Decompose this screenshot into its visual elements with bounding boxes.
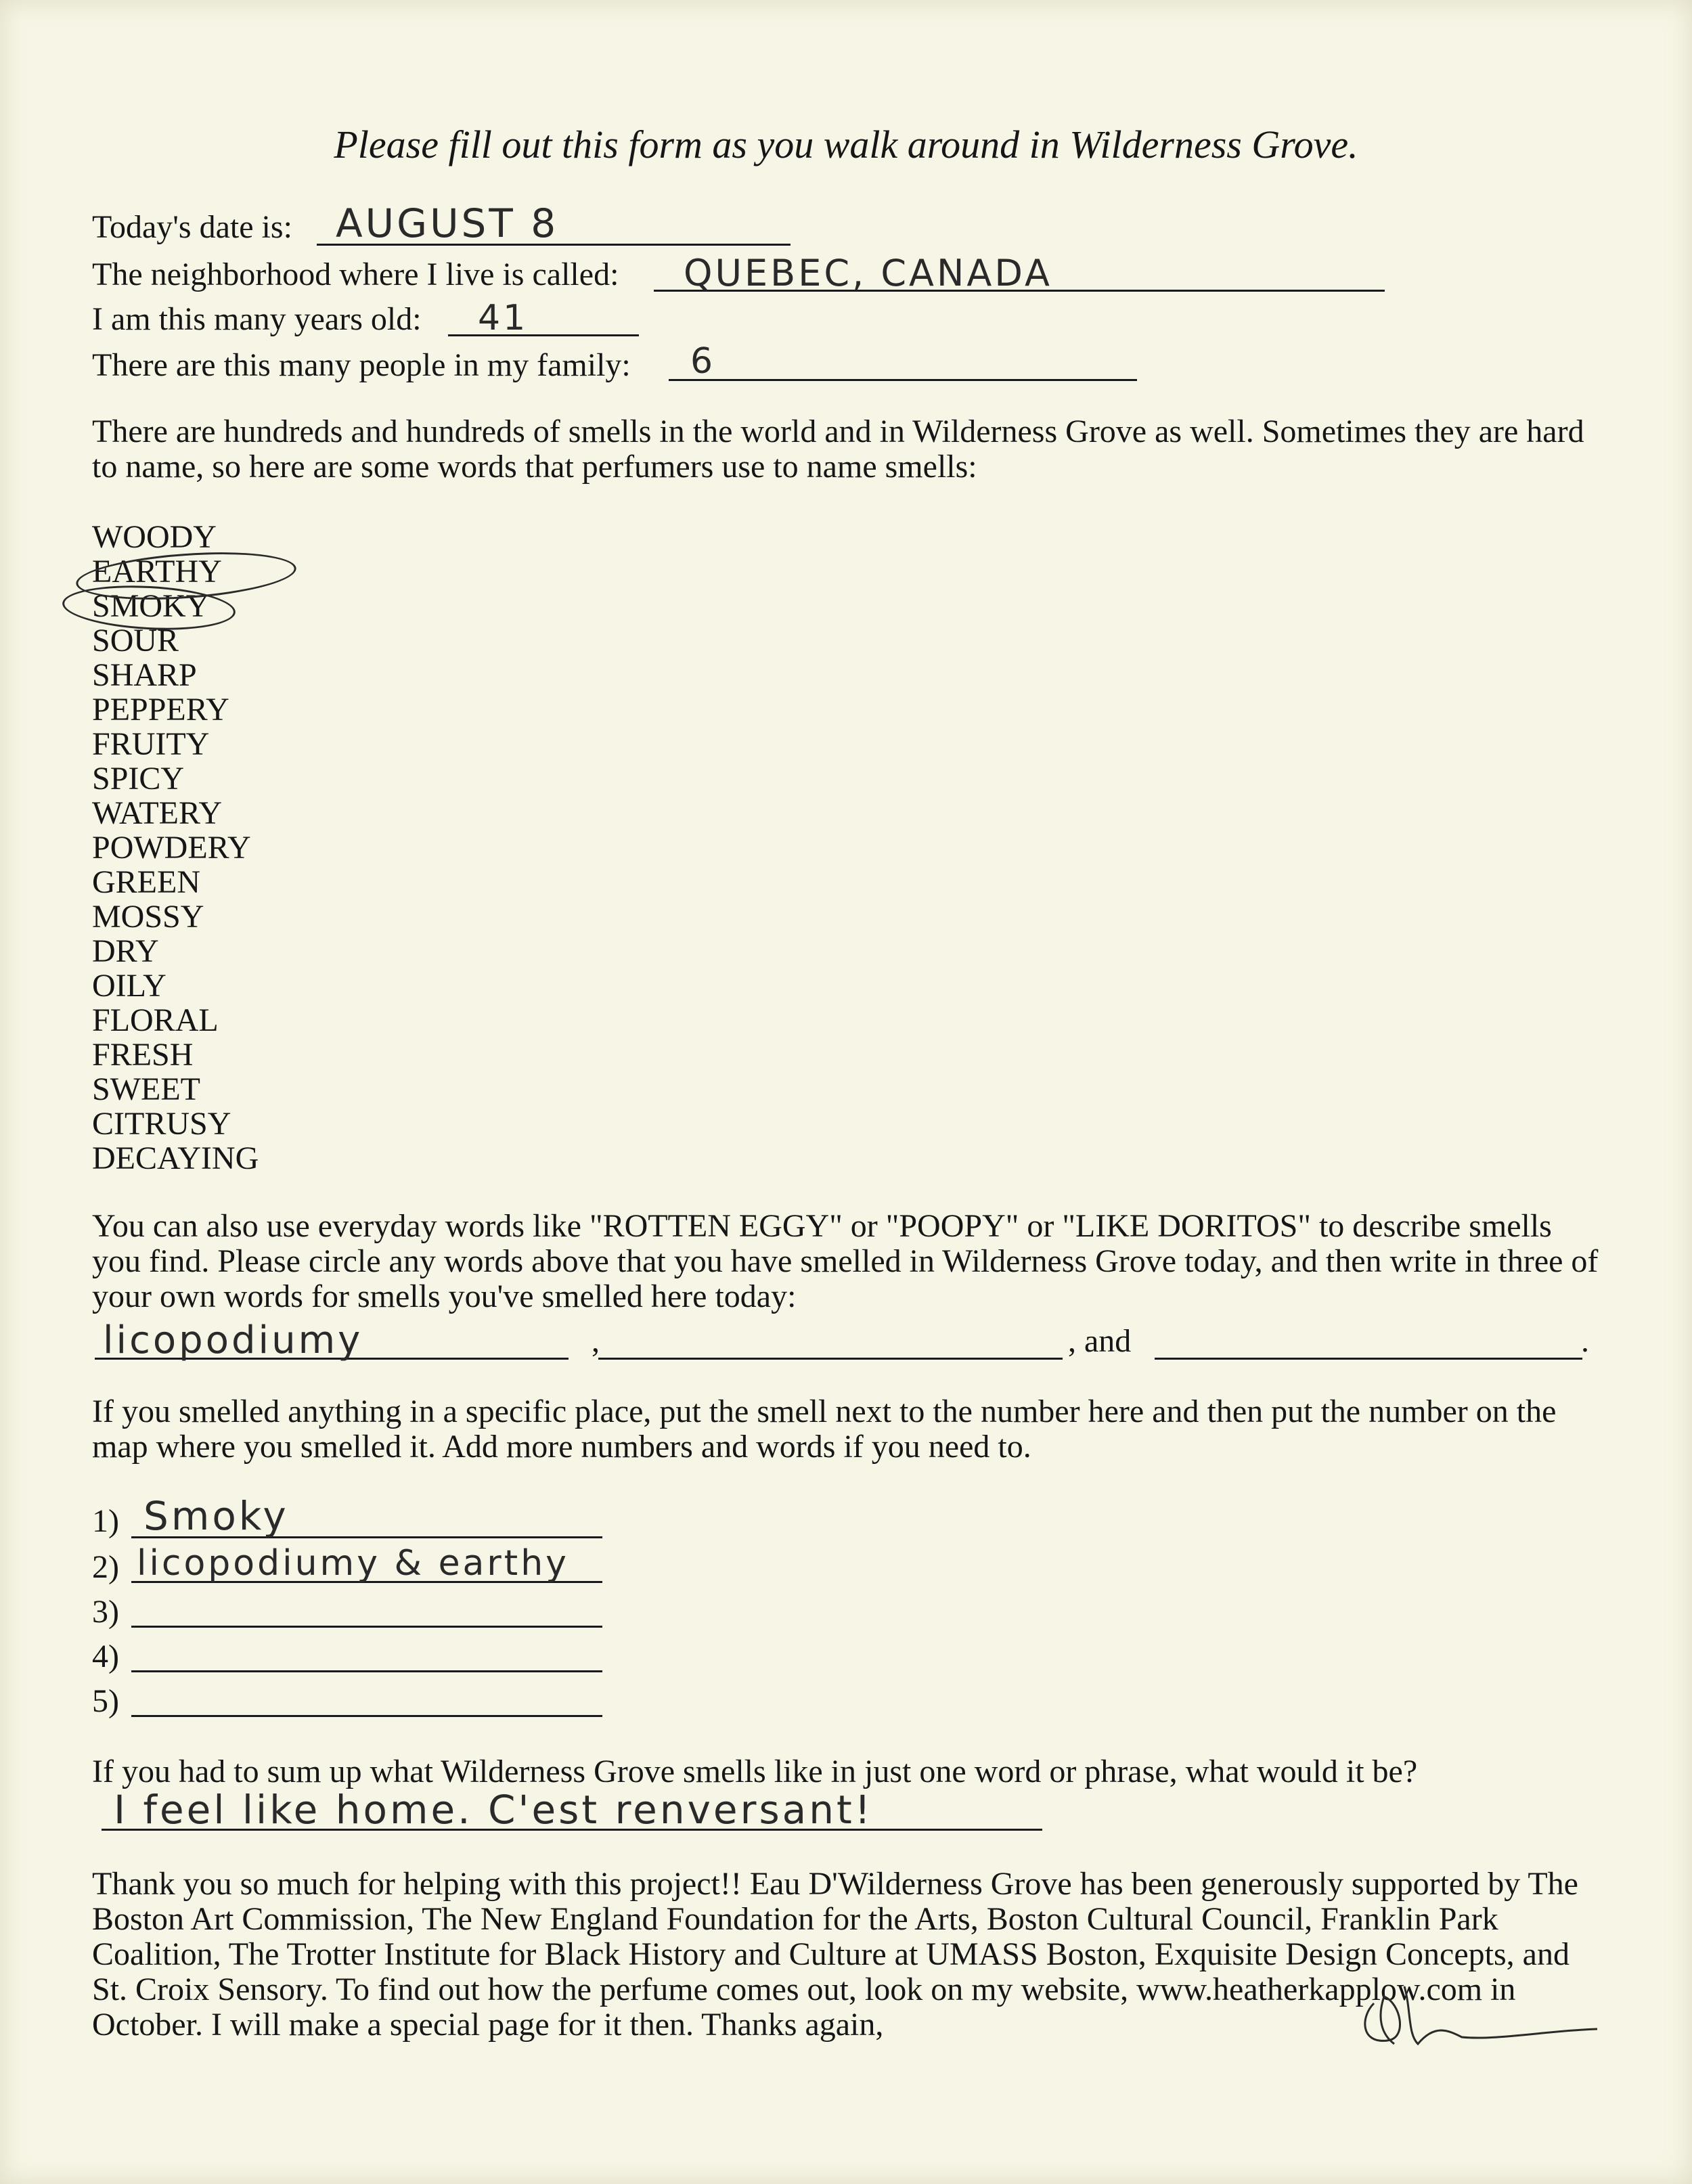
- number-label: 2): [92, 1549, 119, 1585]
- age-label: I am this many years old:: [92, 301, 422, 337]
- number-line: [131, 1626, 602, 1628]
- smell-word[interactable]: MOSSY: [92, 899, 204, 935]
- neighborhood-field[interactable]: QUEBEC, CANADA: [684, 252, 1052, 294]
- sumup-answer-field[interactable]: I feel like home. C'est renversant!: [114, 1787, 873, 1833]
- smell-word[interactable]: DECAYING: [92, 1140, 259, 1176]
- number-line: [131, 1670, 602, 1672]
- form-title: Please fill out this form as you walk around in Wilderness Grove.: [334, 122, 1358, 166]
- age-line: [448, 334, 639, 336]
- own-word-comma: ,: [592, 1323, 600, 1359]
- smell-word[interactable]: EARTHY: [92, 554, 222, 589]
- smell-word[interactable]: GREEN: [92, 864, 200, 900]
- smell-word[interactable]: OILY: [92, 968, 166, 1004]
- smell-word[interactable]: CITRUSY: [92, 1106, 231, 1142]
- smell-word[interactable]: FLORAL: [92, 1002, 219, 1038]
- numbered-field-1[interactable]: Smoky: [143, 1493, 289, 1539]
- numbered-field-2[interactable]: licopodiumy & earthy: [137, 1543, 569, 1584]
- number-line: [131, 1715, 602, 1717]
- signature-stroke-2: [1404, 1986, 1597, 2044]
- everyday-paragraph: You can also use everyday words like "ROTTEN EGGY" or "POOPY" or "LIKE DORITOS" to describe smells you find. Please circle any words above that you have smelled in Wilderness Grove today, and then write in three of your own words for smells you've smelled here today:: [92, 1208, 1599, 1314]
- thanks-paragraph: Thank you so much for helping with this project!! Eau D'Wilderness Grove has been generously supported by The Boston Art Commission, The New England Foundation for the Arts, Boston Cultural Council, Franklin Park Coalition, The Trotter Institute for Black History and Culture at UMASS Boston, Exquisite Design Concepts, and St. Croix Sensory. To find out how the perfume comes out, look on my website, www.heatherkapplow.com in October. I will make a special page for it then. Thanks again,: [92, 1866, 1578, 2043]
- smell-word[interactable]: SWEET: [92, 1071, 200, 1107]
- smell-word[interactable]: WATERY: [92, 795, 222, 831]
- smell-word[interactable]: FRESH: [92, 1037, 194, 1073]
- smell-word[interactable]: SPICY: [92, 761, 185, 797]
- number-label: 1): [92, 1503, 119, 1539]
- smell-word[interactable]: SHARP: [92, 657, 197, 693]
- own-word-3-line: [1155, 1358, 1582, 1360]
- intro-paragraph: There are hundreds and hundreds of smells in the world and in Wilderness Grove as well. Sometimes they are hard to name, so here are some words that perfumers use to name smells:: [92, 414, 1584, 485]
- specific-paragraph: If you smelled anything in a specific place, put the smell next to the number here and then put the number on the map where you smelled it. Add more numbers and words if you need to.: [92, 1394, 1557, 1465]
- smell-word[interactable]: POWDERY: [92, 830, 251, 866]
- smell-word[interactable]: SOUR: [92, 623, 179, 659]
- family-field[interactable]: 6: [690, 341, 716, 382]
- number-label: 5): [92, 1683, 119, 1719]
- smell-word[interactable]: SMOKY: [92, 588, 210, 624]
- smell-word[interactable]: DRY: [92, 933, 159, 969]
- date-label: Today's date is:: [92, 209, 292, 245]
- family-line: [669, 379, 1137, 381]
- number-label: 4): [92, 1639, 119, 1674]
- own-word-1-field[interactable]: licopodiumy: [103, 1318, 363, 1362]
- own-word-2-line: [598, 1358, 1063, 1360]
- age-field[interactable]: 41: [478, 298, 529, 338]
- family-label: There are this many people in my family:: [92, 347, 631, 383]
- signature-stroke-1: [1365, 1997, 1400, 2044]
- date-field[interactable]: AUGUST 8: [336, 200, 559, 246]
- number-label: 3): [92, 1594, 119, 1630]
- neighborhood-label: The neighborhood where I live is called:: [92, 257, 619, 292]
- own-word-and: , and: [1068, 1323, 1132, 1359]
- smell-word[interactable]: PEPPERY: [92, 692, 229, 728]
- smell-word[interactable]: WOODY: [92, 519, 217, 555]
- own-word-period: .: [1581, 1323, 1589, 1359]
- sumup-question: If you had to sum up what Wilderness Grove smells like in just one word or phrase, what would it be?: [92, 1754, 1418, 1789]
- signature-scribble: [1347, 1976, 1604, 2051]
- smell-word[interactable]: FRUITY: [92, 726, 210, 762]
